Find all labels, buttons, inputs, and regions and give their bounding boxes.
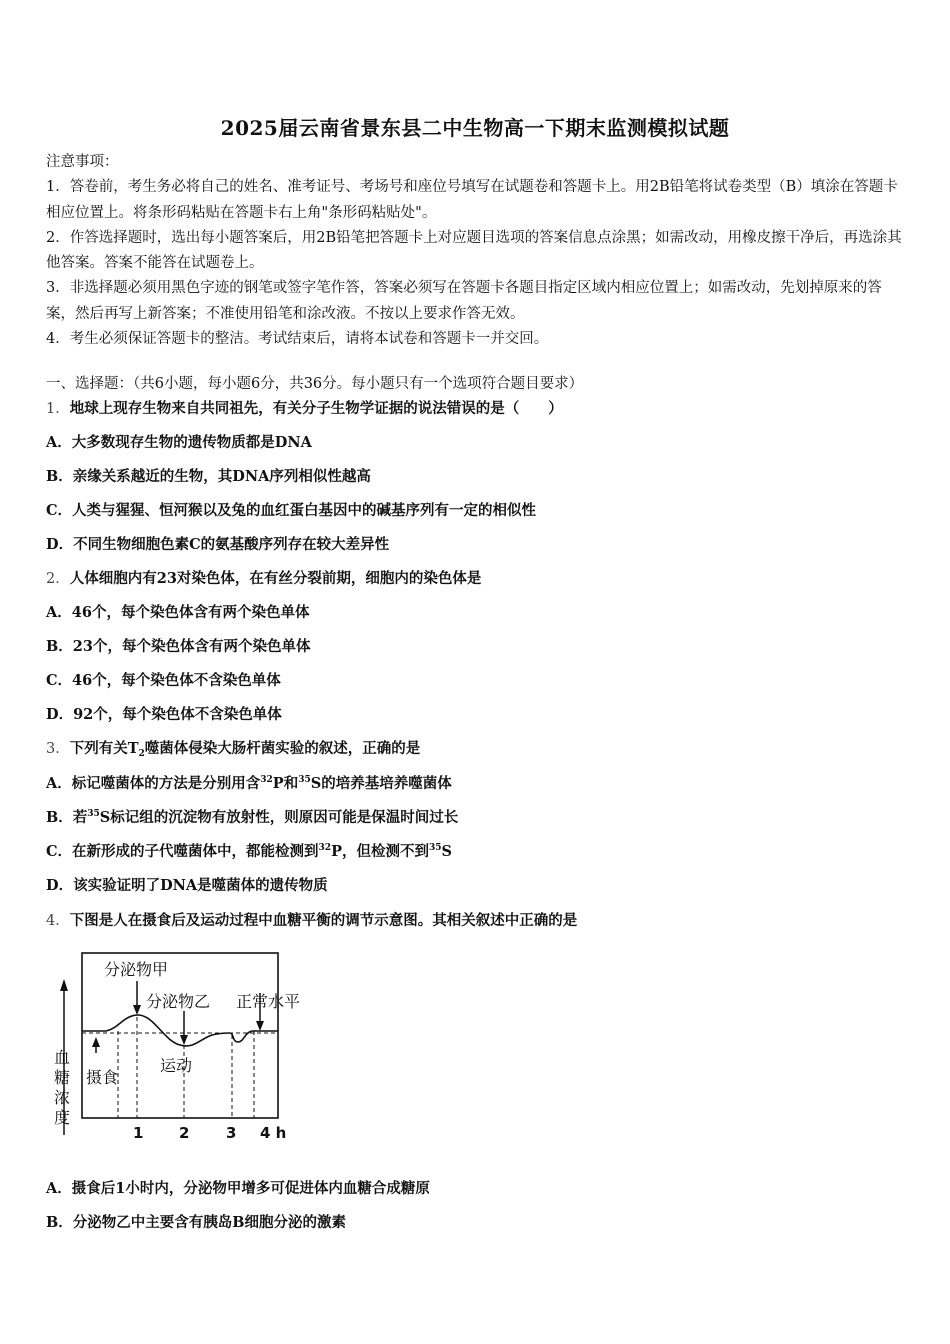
option-text: 23个，每个染色体含有两个染色单体 — [72, 638, 311, 655]
page-title: 2025届云南省景东县二中生物高一下期末监测模拟试题 — [220, 116, 730, 140]
question-text: 下图是人在摄食后及运动过程中血糖平衡的调节示意图。其相关叙述中正确的是 — [69, 912, 578, 929]
option-text — [73, 809, 459, 826]
option-label: A． — [46, 434, 72, 451]
option-label: D． — [46, 877, 74, 894]
question-1-option-d — [46, 534, 906, 556]
section-heading: 一、选择题：（共6小题，每小题6分，共36分。每小题只有一个选项符合题目要求） — [46, 376, 584, 392]
option-text: 亲缘关系越近的生物，其DNA序列相似性越高 — [72, 468, 371, 485]
option-label: B． — [46, 1214, 73, 1231]
y-axis-label-char: 血 — [54, 1048, 71, 1067]
superscript: 35 — [298, 775, 311, 785]
label-secretion-b: 分泌物乙 — [146, 992, 211, 1011]
y-axis-label-char: 糖 — [54, 1068, 71, 1087]
question-1-option-a — [46, 432, 906, 454]
question-4-option-a — [46, 1178, 906, 1200]
option-label: C． — [46, 672, 73, 689]
text-part: S的培养基培养噬菌体 — [310, 775, 452, 792]
text-part: S — [441, 843, 452, 860]
option-text: 46个，每个染色体含有两个染色单体 — [71, 604, 310, 621]
option-label: B． — [46, 468, 73, 485]
question-number: 2． — [46, 571, 70, 587]
option-text: 46个，每个染色体不含染色单体 — [72, 672, 281, 689]
text-part: P和 — [272, 775, 299, 792]
question-3-option-c — [46, 841, 906, 863]
superscript: 32 — [318, 843, 332, 853]
y-axis-label-char: 度 — [54, 1108, 71, 1127]
notes-block — [46, 150, 906, 352]
option-text: 92个，每个染色体不含染色单体 — [73, 706, 282, 723]
x-tick-label: 2 — [179, 1124, 190, 1142]
notes-item: 2．作答选择题时，选出每小题答案后，用2B铅笔把答题卡上对应题目选项的答案信息点涂黑；如需改动，用橡皮擦干净后，再选涂其他答案。答案不能答在试题卷上。 — [46, 229, 902, 272]
subscript: 2 — [138, 749, 145, 759]
option-text — [72, 843, 452, 860]
question-number: 3． — [46, 741, 70, 757]
text-part: 标记噬菌体的方法是分别用含 — [71, 775, 261, 792]
question-number: 4． — [46, 913, 70, 929]
arrowhead — [256, 1021, 264, 1031]
option-text: 分泌物乙中主要含有胰岛B细胞分泌的激素 — [72, 1214, 347, 1231]
y-axis-arrowhead — [60, 979, 68, 991]
text-part: 下列有关T — [69, 740, 139, 757]
question-number: 1． — [46, 401, 70, 417]
option-label: B． — [46, 809, 73, 826]
option-label: A． — [46, 1180, 72, 1197]
text-part: 在新形成的子代噬菌体中，都能检测到 — [72, 843, 319, 860]
superscript: 32 — [260, 775, 273, 785]
option-text: 大多数现存生物的遗传物质都是DNA — [71, 434, 312, 451]
notes-item: 4．考生必须保证答题卡的整洁。考试结束后，请将本试卷和答题卡一并交回。 — [46, 331, 549, 348]
label-exercise: 运动 — [160, 1056, 193, 1075]
x-tick-label: 4 h — [260, 1124, 287, 1142]
question-3-option-d — [46, 875, 906, 897]
notes-item: 1．答卷前，考生务必将自己的姓名、准考证号、考场号和座位号填写在试题卷和答题卡上。用2B铅笔将试卷类型（B）填涂在答题卡相应位置上。将条形码粘贴在答题卡右上角"条形码粘贴处"。 — [46, 179, 898, 221]
question-2-stem — [46, 568, 906, 590]
option-label: A． — [46, 775, 72, 792]
superscript: 35 — [87, 809, 100, 819]
superscript: 35 — [428, 843, 442, 853]
question-3-option-a — [46, 773, 906, 795]
blood-glucose-diagram — [46, 945, 316, 1150]
question-text: 人体细胞内有23对染色体，在有丝分裂前期，细胞内的染色体是 — [69, 570, 482, 587]
question-2-option-d — [46, 704, 906, 726]
text-part: 若 — [72, 809, 88, 826]
option-text: 不同生物细胞色素C的氨基酸序列存在较大差异性 — [73, 536, 390, 553]
option-label: C． — [46, 843, 73, 860]
option-label: D． — [46, 536, 74, 553]
text-part: S标记组的沉淀物有放射性，则原因可能是保温时间过长 — [99, 809, 459, 826]
arrowhead — [180, 1035, 188, 1045]
question-2-option-a — [46, 602, 906, 624]
question-1-stem — [46, 398, 906, 420]
x-tick-label: 3 — [226, 1124, 237, 1142]
question-text — [70, 740, 421, 757]
label-secretion-a: 分泌物甲 — [104, 960, 169, 979]
y-axis-label-char: 浓 — [54, 1088, 71, 1107]
option-label: D． — [46, 706, 74, 723]
notes-heading: 注意事项： — [46, 154, 119, 170]
x-tick-label: 1 — [133, 1124, 144, 1142]
question-1-option-b — [46, 466, 906, 488]
question-2-option-c — [46, 670, 906, 692]
question-2-option-b — [46, 636, 906, 658]
notes-item: 3．非选择题必须用黑色字迹的钢笔或签字笔作答，答案必须写在答题卡各题目指定区域内相应位置上；如需改动，先划掉原来的答案，然后再写上新答案；不准使用铅笔和涂改液。不按以上要求作答无效。 — [46, 280, 882, 322]
text-part: P，但检测不到 — [331, 843, 429, 860]
option-text: 该实验证明了DNA是噬菌体的遗传物质 — [73, 877, 328, 894]
question-text: 地球上现存生物来自共同祖先，有关分子生物学证据的说法错误的是（ ） — [69, 400, 563, 417]
label-eating: 摄食 — [86, 1068, 119, 1087]
option-text — [72, 775, 452, 792]
arrowhead — [133, 1005, 141, 1015]
question-4-stem — [46, 910, 906, 932]
question-3-option-b — [46, 807, 906, 829]
arrowhead — [92, 1037, 100, 1047]
question-4-option-b — [46, 1212, 906, 1234]
option-text: 人类与猩猩、恒河猴以及兔的血红蛋白基因中的碱基序列有一定的相似性 — [72, 502, 537, 519]
option-text: 摄食后1小时内，分泌物甲增多可促进体内血糖合成糖原 — [71, 1180, 430, 1197]
option-label: A． — [46, 604, 72, 621]
question-3-stem — [46, 738, 906, 760]
glucose-curve — [82, 1015, 278, 1046]
text-part: 噬菌体侵染大肠杆菌实验的叙述，正确的是 — [144, 740, 421, 757]
label-normal-level: 正常水平 — [236, 992, 301, 1011]
option-label: B． — [46, 638, 73, 655]
option-label: C． — [46, 502, 73, 519]
question-1-option-c — [46, 500, 906, 522]
